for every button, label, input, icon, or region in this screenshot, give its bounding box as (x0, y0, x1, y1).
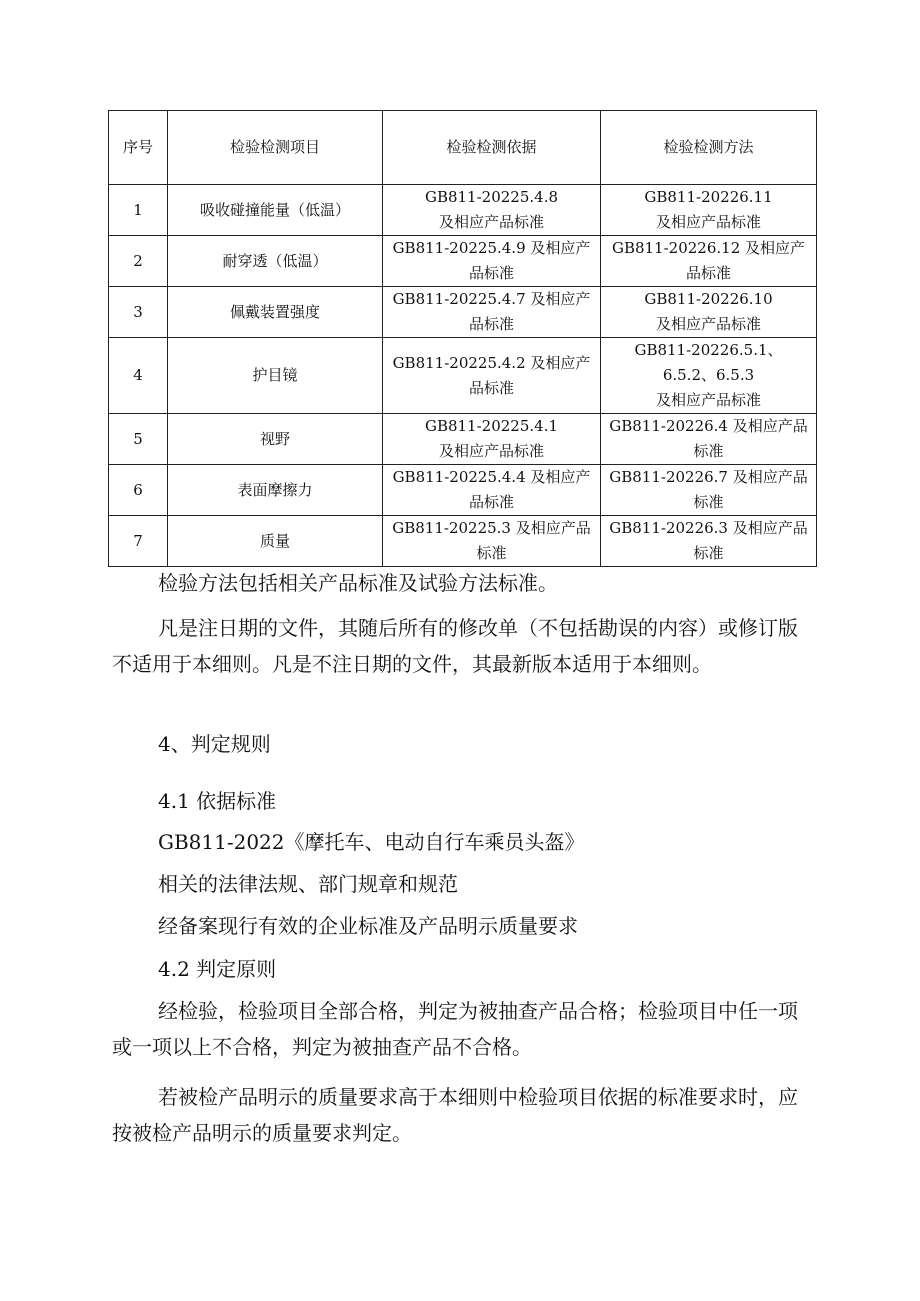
method-line: 6.5.2、6.5.3 (662, 366, 755, 384)
basis-line: GB811-20225.4.1 (424, 417, 559, 435)
table-row (109, 465, 817, 516)
row-basis (383, 338, 601, 414)
method-line: GB811-20226.5.1、 (634, 341, 783, 359)
standard-gb811: GB811-2022《摩托车、电动自行车乘员头盔》 (158, 830, 585, 854)
row-item: 护目镜 (168, 338, 383, 414)
section-4-heading: 4、判定规则 (158, 732, 271, 756)
method-line: GB811-20226.3 及相应产品 (609, 519, 808, 537)
basis-line: GB811-20225.3 及相应产品 (392, 519, 591, 537)
table-row (109, 185, 817, 236)
row-item: 质量 (168, 516, 383, 567)
row-basis (383, 414, 601, 465)
table-row (109, 414, 817, 465)
method-line: GB811-20226.11 (644, 188, 773, 206)
method-line: 标准 (693, 442, 724, 460)
basis-line: 及相应产品标准 (438, 442, 544, 460)
table-row (109, 236, 817, 287)
row-basis (383, 516, 601, 567)
row-method (601, 338, 817, 414)
row-no: 3 (109, 287, 168, 338)
row-method (601, 185, 817, 236)
table-row (109, 516, 817, 567)
basis-line: 品标准 (468, 378, 514, 397)
row-method (601, 236, 817, 287)
header-no: 序号 (109, 111, 168, 185)
basis-line: GB811-20225.4.2 及相应产 (392, 353, 591, 372)
row-no: 5 (109, 414, 168, 465)
method-line: 标准 (693, 544, 724, 562)
header-basis: 检验检测依据 (383, 111, 601, 185)
row-basis (383, 236, 601, 287)
row-no: 6 (109, 465, 168, 516)
row-item: 耐穿透（低温） (168, 236, 383, 287)
method-line: GB811-20226.7 及相应产品 (609, 468, 808, 486)
header-method: 检验检测方法 (601, 111, 817, 185)
methods-note: 检验方法包括相关产品标准及试验方法标准。 (158, 571, 558, 595)
basis-line: GB811-20225.4.8 (424, 188, 559, 206)
basis-line: 品标准 (468, 493, 514, 511)
basis-line: GB811-20225.4.9 及相应产 (392, 239, 591, 257)
standard-enterprise: 经备案现行有效的企业标准及产品明示质量要求 (158, 914, 578, 938)
basis-line: 及相应产品标准 (438, 213, 544, 231)
judgment-paragraph: 经检验，检验项目全部合格，判定为被抽查产品合格；检验项目中任一项或一项以上不合格，判定为被抽查产品不合格。 (112, 999, 798, 1059)
method-line: 及相应产品标准 (655, 213, 761, 231)
method-line: GB811-20226.10 (644, 290, 773, 308)
method-line: 品标准 (685, 264, 731, 282)
standard-laws: 相关的法律法规、部门规章和规范 (158, 872, 458, 896)
header-item: 检验检测项目 (168, 111, 383, 185)
row-basis (383, 185, 601, 236)
basis-line: GB811-20225.4.7 及相应产 (392, 290, 591, 308)
row-method (601, 516, 817, 567)
row-item: 佩戴装置强度 (168, 287, 383, 338)
basis-line: GB811-20225.4.4 及相应产 (392, 468, 591, 486)
row-no: 1 (109, 185, 168, 236)
basis-line: 品标准 (468, 315, 514, 333)
inspection-items-table (108, 110, 817, 567)
row-basis (383, 287, 601, 338)
table-header-row (109, 111, 817, 185)
row-method (601, 287, 817, 338)
dated-documents-paragraph: 凡是注日期的文件，其随后所有的修改单（不包括勘误的内容）或修订版不适用于本细则。凡是不注日期的文件，其最新版本适用于本细则。 (112, 616, 798, 676)
basis-line: 标准 (476, 544, 507, 562)
row-method (601, 414, 817, 465)
row-item: 视野 (168, 414, 383, 465)
table-row (109, 287, 817, 338)
method-line: GB811-20226.4 及相应产品 (609, 417, 808, 435)
method-line: 及相应产品标准 (655, 391, 761, 409)
row-item: 吸收碰撞能量（低温） (168, 185, 383, 236)
row-method (601, 465, 817, 516)
method-line: GB811-20226.12 及相应产 (611, 239, 806, 257)
row-basis (383, 465, 601, 516)
method-line: 标准 (693, 493, 724, 511)
claimed-quality-paragraph: 若被检产品明示的质量要求高于本细则中检验项目依据的标准要求时，应按被检产品明示的质量要求判定。 (112, 1085, 798, 1145)
section-4-2-heading: 4.2 判定原则 (158, 957, 277, 981)
section-4-1-heading: 4.1 依据标准 (158, 789, 277, 813)
row-item: 表面摩擦力 (168, 465, 383, 516)
row-no: 2 (109, 236, 168, 287)
basis-line: 品标准 (468, 264, 514, 282)
table-row (109, 338, 817, 414)
method-line: 及相应产品标准 (655, 315, 761, 333)
row-no: 4 (109, 338, 168, 414)
row-no: 7 (109, 516, 168, 567)
